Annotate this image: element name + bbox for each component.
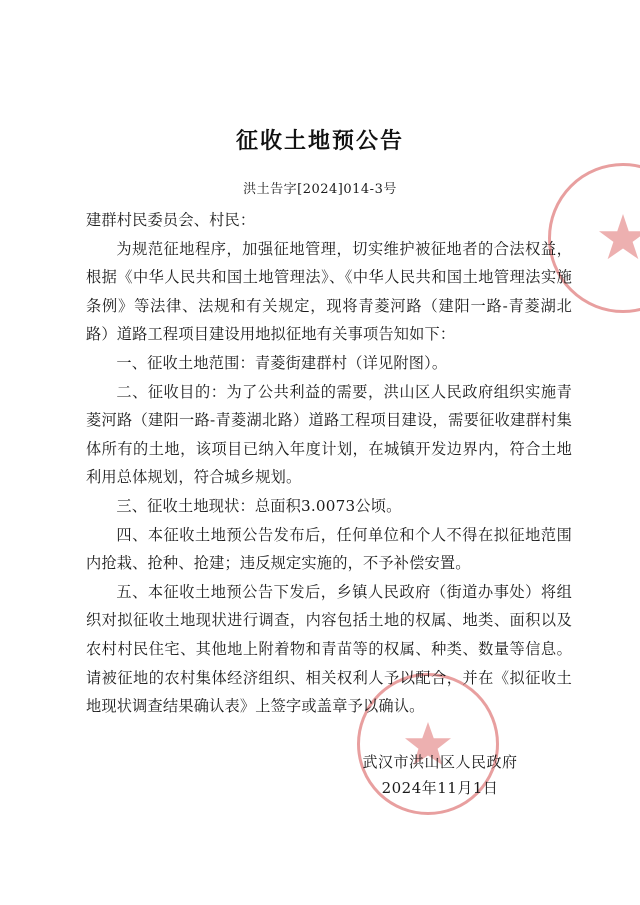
document-number: 洪土告字[2024]014-3号 (243, 182, 397, 197)
paragraph-intro: 为规范征地程序，加强征地管理，切实维护被征地者的合法权益，根据《中华人民共和国土地管理法》、《中华人民共和国土地管理法实施条例》等法律、法规和有关规定，现将青菱河路（建阳一路-青菱湖北路）道路工程项目建设用地拟征地有关事项告知如下： (86, 239, 572, 344)
page-title: 征收土地预公告 (235, 129, 404, 154)
paragraph-status: 三、征收土地现状：总面积3.0073公顷。 (116, 496, 402, 515)
paragraph-purpose: 二、征收目的：为了公共利益的需要，洪山区人民政府组织实施青菱河路（建阳一路-青菱湖北路）道路工程项目建设，需要征收建群村集体所有的土地，该项目已纳入年度计划，在城镇开发边界内，符合土地利用总体规划，符合城乡规划。 (86, 382, 572, 487)
signature-date: 2024年11月1日 (381, 779, 499, 797)
signature-organization: 武汉市洪山区人民政府 (362, 753, 518, 771)
addressee: 建群村民委员会、村民： (86, 211, 256, 229)
notice-body (86, 206, 572, 721)
paragraph-survey: 五、本征收土地预公告下发后，乡镇人民政府（街道办事处）将组织对拟征收土地现状进行调查，内容包括土地的权属、地类、面积以及农村村民住宅、其他地上附着物和青苗等的权属、种类、数量等信息。请被征地的农村集体经济组织、相关权利人予以配合，并在《拟征收土地现状调查结果确认表》上签字或盖章予以确认。 (86, 582, 572, 716)
paragraph-scope: 一、征收土地范围：青菱街建群村（详见附图）。 (116, 353, 448, 372)
paragraph-restriction: 四、本征收土地预公告发布后，任何单位和个人不得在拟征地范围内抢栽、抢种、抢建；违反规定实施的，不予补偿安置。 (86, 525, 572, 573)
